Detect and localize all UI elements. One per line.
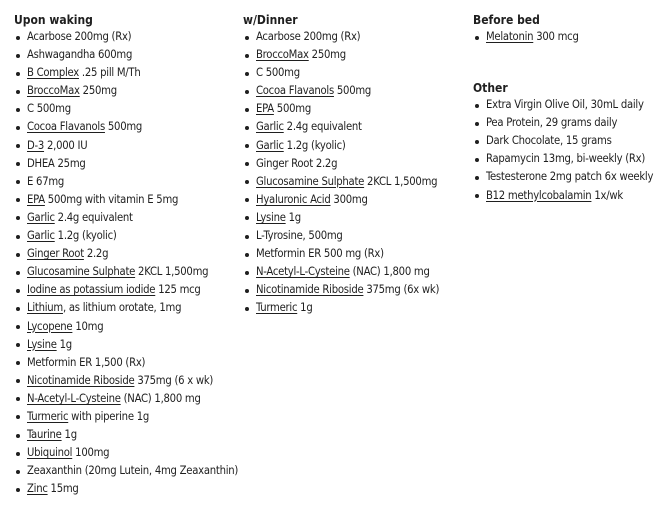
supplement-detail: .25 pill M/Th xyxy=(78,66,141,80)
supplement-item xyxy=(473,187,655,205)
supplement-detail: 1g xyxy=(56,337,72,351)
supplement-link[interactable]: Garlic xyxy=(256,138,284,152)
supplement-detail: 2KCL 1,500mg xyxy=(135,265,209,279)
supplement-item xyxy=(243,28,471,46)
supplement-detail: 2.4g equivalent xyxy=(54,210,133,224)
supplement-item xyxy=(473,96,655,114)
supplement-item xyxy=(14,462,239,480)
supplement-detail: 250mg xyxy=(79,84,117,98)
supplement-item xyxy=(14,480,239,498)
supplement-detail: (NAC) 1,800 mg xyxy=(349,265,430,279)
supplement-detail: Acarbose 200mg (Rx) xyxy=(27,30,132,43)
supplement-link[interactable]: Taurine xyxy=(27,428,62,442)
supplement-item xyxy=(14,155,239,173)
supplement-item xyxy=(243,118,471,136)
supplement-detail: 1g xyxy=(285,210,301,224)
supplement-link[interactable]: N-Acetyl-L-Cysteine xyxy=(256,265,350,279)
supplement-link[interactable]: EPA xyxy=(256,102,274,116)
supplement-detail: C 500mg xyxy=(27,102,71,116)
supplement-detail: 1g xyxy=(61,428,77,442)
supplement-detail: 500mg with vitamin E 5mg xyxy=(44,192,179,206)
supplement-detail: 1g xyxy=(297,301,313,315)
supplement-link[interactable]: Ginger Root xyxy=(27,247,84,261)
supplement-link[interactable]: Iodine as potassium iodide xyxy=(27,283,156,297)
section-title-before-bed: Before bed xyxy=(473,13,540,27)
supplement-link[interactable]: BroccoMax xyxy=(256,48,309,62)
supplement-link[interactable]: Nicotinamide Riboside xyxy=(27,373,135,387)
supplement-item xyxy=(243,191,471,209)
supplement-detail: 1.2g (kyolic) xyxy=(283,138,346,152)
supplement-detail: 375mg (6 x wk) xyxy=(134,373,214,387)
supplement-item xyxy=(243,137,471,155)
supplement-detail: Ashwagandha 600mg xyxy=(27,48,133,62)
supplement-link[interactable]: Ubiquinol xyxy=(27,446,73,460)
supplement-detail: Testesterone 2mg patch 6x weekly xyxy=(486,170,654,184)
supplement-link[interactable]: Glucosamine Sulphate xyxy=(256,174,365,188)
section-title-other: Other xyxy=(473,81,508,96)
supplement-detail: 1.2g (kyolic) xyxy=(54,229,117,243)
supplement-list-other xyxy=(473,96,655,205)
supplement-detail: Metformin ER 1,500 (Rx) xyxy=(27,355,146,369)
supplement-link[interactable]: N-Acetyl-L-Cysteine xyxy=(27,391,121,405)
supplement-item xyxy=(243,299,471,317)
supplement-item xyxy=(14,173,239,191)
supplement-detail: Dark Chocolate, 15 grams xyxy=(486,134,612,148)
supplement-detail: Metformin ER 500 mg (Rx) xyxy=(256,247,384,261)
supplement-detail: L-Tyrosine, 500mg xyxy=(256,229,343,243)
supplement-item xyxy=(14,46,239,64)
supplement-list-with-dinner xyxy=(243,28,471,318)
supplement-item xyxy=(243,173,471,191)
supplement-detail: 2KCL 1,500mg xyxy=(364,174,438,188)
supplement-detail: DHEA 25mg xyxy=(27,156,86,170)
supplement-detail: 375mg (6x wk) xyxy=(363,283,440,297)
supplement-item xyxy=(14,281,239,299)
supplement-link[interactable]: Lysine xyxy=(256,210,286,224)
supplement-item xyxy=(14,354,239,372)
supplement-list-upon-waking xyxy=(14,28,239,498)
supplement-item xyxy=(14,28,239,46)
supplement-detail: 500mg xyxy=(273,102,311,116)
supplement-link[interactable]: Glucosamine Sulphate xyxy=(27,265,136,279)
supplement-detail: Zeaxanthin (20mg Lutein, 4mg Zeaxanthin) xyxy=(27,464,239,478)
supplement-detail: 2.2g xyxy=(83,247,109,261)
supplement-link[interactable]: Zinc xyxy=(27,482,48,496)
supplement-item xyxy=(14,191,239,209)
supplement-link[interactable]: Turmeric xyxy=(27,409,69,423)
supplement-detail: 2,000 IU xyxy=(44,138,88,152)
supplement-link[interactable]: Garlic xyxy=(27,229,55,243)
section-title-upon-waking: Upon waking xyxy=(14,13,93,27)
supplement-detail: Rapamycin 13mg, bi-weekly (Rx) xyxy=(486,152,646,166)
supplement-item xyxy=(243,100,471,118)
supplement-link[interactable]: Garlic xyxy=(256,120,284,134)
supplement-item xyxy=(243,82,471,100)
supplement-item xyxy=(243,209,471,227)
supplement-detail: C 500mg xyxy=(256,66,300,80)
supplement-item xyxy=(14,209,239,227)
supplement-item xyxy=(243,46,471,64)
supplement-list-before-bed xyxy=(473,28,655,46)
supplement-link[interactable]: Nicotinamide Riboside xyxy=(256,283,364,297)
supplement-link[interactable]: Cocoa Flavanols xyxy=(256,84,334,98)
supplement-item xyxy=(14,426,239,444)
supplement-item xyxy=(14,100,239,118)
supplement-item xyxy=(14,408,239,426)
supplement-item xyxy=(243,263,471,281)
supplement-detail: Extra Virgin Olive Oil, 30mL daily xyxy=(486,98,644,112)
supplement-detail: with piperine 1g xyxy=(68,409,149,423)
supplement-detail: 250mg xyxy=(308,48,346,62)
supplement-detail: Acarbose 200mg (Rx) xyxy=(256,30,361,43)
supplement-link[interactable]: Lysine xyxy=(27,337,57,351)
supplement-item xyxy=(473,168,655,186)
supplement-item xyxy=(14,444,239,462)
supplement-item xyxy=(473,132,655,150)
supplement-item xyxy=(14,245,239,263)
column-before-bed-and-other xyxy=(473,13,655,205)
supplement-link[interactable]: Cocoa Flavanols xyxy=(27,120,105,134)
supplement-link[interactable]: EPA xyxy=(27,192,45,206)
supplement-item xyxy=(14,82,239,100)
supplement-link[interactable]: D-3 xyxy=(27,138,45,152)
supplement-link[interactable]: Lycopene xyxy=(27,319,73,333)
supplement-detail: 300 mcg xyxy=(533,30,579,43)
supplement-link[interactable]: Lithium xyxy=(27,301,63,315)
supplement-item xyxy=(473,150,655,168)
supplement-item xyxy=(14,137,239,155)
supplement-item xyxy=(473,28,655,46)
supplement-link[interactable]: Melatonin xyxy=(486,30,534,43)
supplement-detail: , as lithium orotate, 1mg xyxy=(62,301,182,315)
supplement-detail: Pea Protein, 29 grams daily xyxy=(486,116,618,130)
supplement-detail: 125 mcg xyxy=(155,283,201,297)
supplement-item xyxy=(473,114,655,132)
supplement-detail: (NAC) 1,800 mg xyxy=(120,391,201,405)
supplement-link[interactable]: B12 methylcobalamin xyxy=(486,188,592,202)
supplement-detail: 500mg xyxy=(104,120,143,134)
supplement-item xyxy=(243,64,471,82)
supplement-detail: 15mg xyxy=(47,482,79,496)
supplement-link[interactable]: B Complex xyxy=(27,66,79,80)
section-title-with-dinner: w/Dinner xyxy=(243,13,298,27)
supplement-detail: 500mg xyxy=(333,84,372,98)
supplement-link[interactable]: Garlic xyxy=(27,210,55,224)
supplement-item xyxy=(243,155,471,173)
supplement-detail: 2.4g equivalent xyxy=(283,120,362,134)
supplement-item xyxy=(243,227,471,245)
column-with-dinner xyxy=(243,13,471,318)
supplement-item xyxy=(14,263,239,281)
supplement-detail: 100mg xyxy=(72,446,110,460)
supplement-detail: 10mg xyxy=(72,319,104,333)
supplement-item xyxy=(14,227,239,245)
supplement-detail: 300mg xyxy=(330,192,368,206)
supplement-item xyxy=(243,245,471,263)
supplement-item xyxy=(14,64,239,82)
supplement-item xyxy=(14,372,239,390)
supplement-item xyxy=(14,299,239,317)
supplement-item xyxy=(14,336,239,354)
supplement-item xyxy=(243,281,471,299)
supplement-item xyxy=(14,390,239,408)
column-upon-waking xyxy=(14,13,239,498)
supplement-detail: E 67mg xyxy=(27,174,65,188)
supplement-link[interactable]: Hyaluronic Acid xyxy=(256,192,331,206)
supplement-item xyxy=(14,118,239,136)
supplement-item xyxy=(14,318,239,336)
supplement-detail: Ginger Root 2.2g xyxy=(256,156,338,170)
supplement-link[interactable]: BroccoMax xyxy=(27,84,80,98)
supplement-detail: 1x/wk xyxy=(591,188,623,202)
supplement-link[interactable]: Turmeric xyxy=(256,301,298,315)
